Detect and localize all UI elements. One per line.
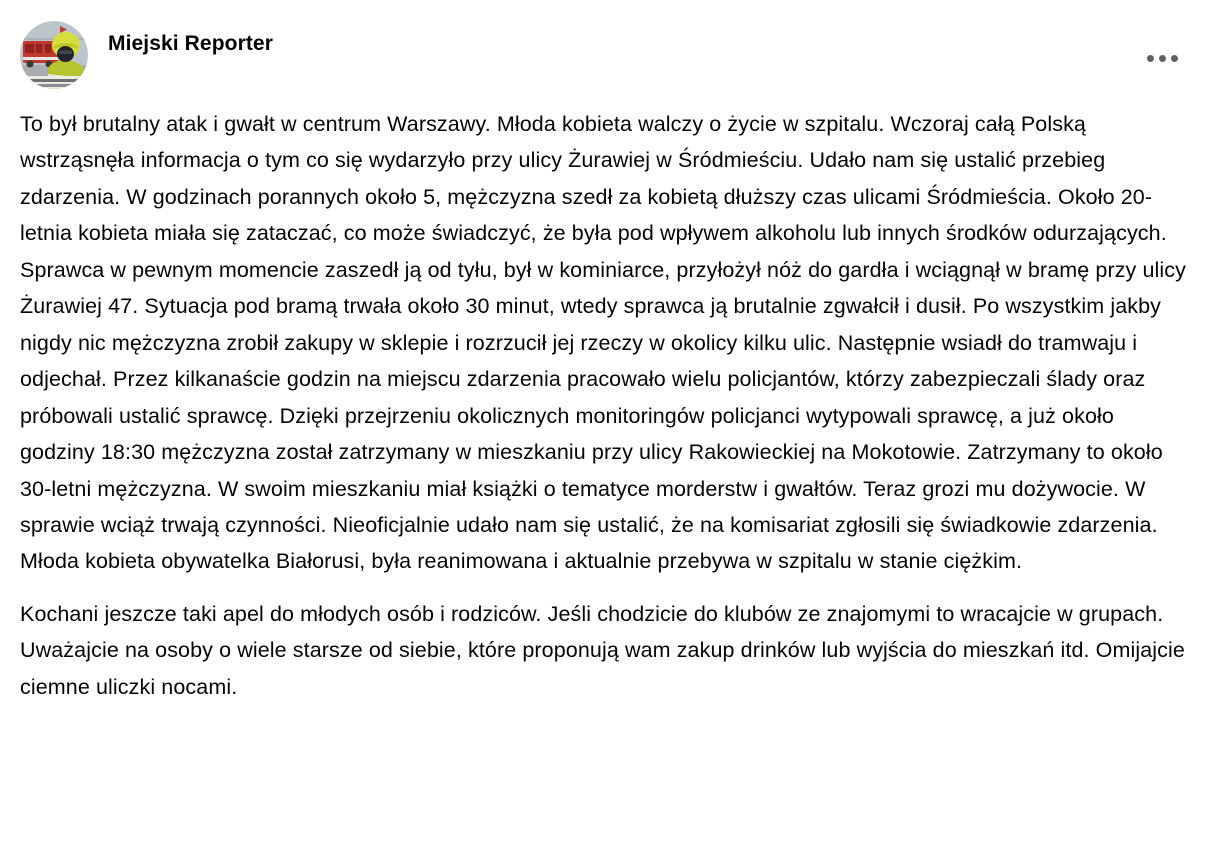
avatar[interactable] bbox=[20, 21, 88, 89]
ellipsis-dot bbox=[1159, 55, 1166, 62]
ellipsis-horizontal-icon bbox=[1147, 55, 1178, 62]
post-body bbox=[0, 89, 1210, 705]
ellipsis-dot bbox=[1171, 55, 1178, 62]
author-name[interactable]: Miejski Reporter bbox=[108, 32, 273, 55]
avatar-image-firefighter-reporter bbox=[20, 21, 88, 89]
ellipsis-dot bbox=[1147, 55, 1154, 62]
post-text-paragraph-1: To był brutalny atak i gwałt w centrum Warszawy. Młoda kobieta walczy o życie w szpitalu. Wczoraj całą Polską wstrząsnęła informacja o tym co się wydarzyło przy ulicy Żurawiej w Śródmieściu. Udało nam się ustalić przebieg zdarzenia. W godzinach porannych około 5, mężczyzna szedł za kobietą dłuższy czas ulicami Śródmieścia. Około 20-letnia kobieta miała się zataczać, co może świadczyć, że była pod wpływem alkoholu lub innych środków odurzających. Sprawca w pewnym momencie zaszedł ją od tyłu, był w kominiarce, przyłożył nóż do gardła i wciągnął w bramę przy ulicy Żurawiej 47. Sytuacja pod bramą trwała około 30 minut, wtedy sprawca ją brutalnie zgwałcił i dusił. Po wszystkim jakby nigdy nic mężczyzna zrobił zakupy w sklepie i rozrzucił jej rzeczy w okolicy kilku ulic. Następnie wsiadł do tramwaju i odjechał. Przez kilkanaście godzin na miejscu zdarzenia pracowało wielu policjantów, którzy zabezpieczali ślady oraz próbowali ustalić sprawcę. Dzięki przejrzeniu okolicznych monitoringów policjanci wytypowali sprawcę, a już około godziny 18:30 mężczyzna został zatrzymany w mieszkaniu przy ulicy Rakowieckiej na Mokotowie. Zatrzymany to około 30-letni mężczyzna. W swoim mieszkaniu miał książki o tematyce morderstw i gwałtów. Teraz grozi mu dożywocie. W sprawie wciąż trwają czynności. Nieoficjalnie udało nam się ustalić, że na komisariat zgłosili się świadkowie zdarzenia. Młoda kobieta obywatelka Białorusi, była reanimowana i aktualnie przebywa w szpitalu w stanie ciężkim. bbox=[20, 112, 1186, 574]
post-header bbox=[0, 0, 1210, 89]
post-options-button[interactable] bbox=[1138, 43, 1186, 73]
post-text-paragraph-2: Kochani jeszcze taki apel do młodych osób i rodziców. Jeśli chodzicie do klubów ze znajomymi to wracajcie w grupach. Uważajcie na osoby o wiele starsze od siebie, które proponują wam zakup drinków lub wyjścia do mieszkań itd. Omijajcie ciemne uliczki nocami. bbox=[20, 601, 1185, 699]
